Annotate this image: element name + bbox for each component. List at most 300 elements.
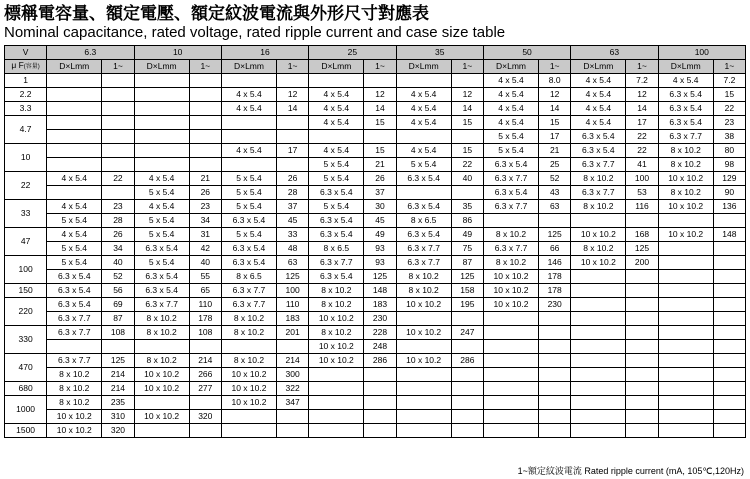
case-size-cell bbox=[396, 382, 451, 396]
case-size-cell bbox=[658, 214, 713, 228]
ripple-current-cell bbox=[451, 74, 483, 88]
case-size-cell: 4 x 5.4 bbox=[221, 102, 276, 116]
case-size-cell: 10 x 10.2 bbox=[309, 340, 364, 354]
case-size-cell: 6.3 x 7.7 bbox=[571, 186, 626, 200]
case-size-cell bbox=[658, 256, 713, 270]
case-size-cell: 4 x 5.4 bbox=[571, 116, 626, 130]
case-size-cell bbox=[483, 340, 538, 354]
ripple-current-cell: 40 bbox=[189, 256, 221, 270]
ripple-current-cell bbox=[102, 74, 134, 88]
case-size-cell: 8 x 10.2 bbox=[47, 382, 102, 396]
case-size-cell bbox=[47, 130, 102, 144]
case-size-cell: 8 x 10.2 bbox=[483, 228, 538, 242]
ripple-current-cell: 45 bbox=[277, 214, 309, 228]
case-size-cell bbox=[658, 354, 713, 368]
case-size-cell: 6.3 x 7.7 bbox=[483, 172, 538, 186]
case-size-cell: 8 x 10.2 bbox=[658, 186, 713, 200]
table-row bbox=[5, 368, 746, 382]
case-size-cell: 10 x 10.2 bbox=[221, 368, 276, 382]
case-size-cell bbox=[396, 130, 451, 144]
case-size-cell: 8 x 6.5 bbox=[309, 242, 364, 256]
case-size-cell bbox=[483, 368, 538, 382]
ripple-current-cell: 63 bbox=[277, 256, 309, 270]
case-size-cell bbox=[396, 410, 451, 424]
ripple-current-cell bbox=[102, 144, 134, 158]
table-body bbox=[5, 74, 746, 438]
case-size-cell bbox=[571, 312, 626, 326]
ripple-current-cell bbox=[189, 340, 221, 354]
table-row bbox=[5, 130, 746, 144]
case-size-cell bbox=[309, 368, 364, 382]
ripple-current-cell: 322 bbox=[277, 382, 309, 396]
ripple-current-cell: 12 bbox=[277, 88, 309, 102]
case-size-cell: 6.3 x 5.4 bbox=[134, 284, 189, 298]
table-row bbox=[5, 312, 746, 326]
ripple-current-cell bbox=[451, 340, 483, 354]
case-size-cell bbox=[134, 396, 189, 410]
ripple-current-cell: 22 bbox=[102, 172, 134, 186]
case-size-cell: 6.3 x 7.7 bbox=[221, 284, 276, 298]
ripple-current-cell: 17 bbox=[626, 116, 658, 130]
ripple-current-cell: 22 bbox=[451, 158, 483, 172]
case-size-cell bbox=[309, 410, 364, 424]
ripple-current-cell: 69 bbox=[102, 298, 134, 312]
ripple-current-cell: 266 bbox=[189, 368, 221, 382]
table-row bbox=[5, 214, 746, 228]
case-size-cell bbox=[571, 298, 626, 312]
ripple-current-cell: 15 bbox=[451, 144, 483, 158]
table-row bbox=[5, 228, 746, 242]
case-size-cell bbox=[571, 424, 626, 438]
header-voltage-50: 50 bbox=[483, 46, 570, 60]
ripple-current-cell: 214 bbox=[102, 382, 134, 396]
case-size-cell: 6.3 x 7.7 bbox=[483, 200, 538, 214]
ripple-current-cell: 168 bbox=[626, 228, 658, 242]
ripple-current-cell bbox=[277, 410, 309, 424]
table-row bbox=[5, 256, 746, 270]
case-size-cell: 8 x 10.2 bbox=[47, 368, 102, 382]
case-size-cell: 8 x 10.2 bbox=[571, 172, 626, 186]
case-size-cell: 4 x 5.4 bbox=[571, 74, 626, 88]
ripple-current-cell: 40 bbox=[451, 172, 483, 186]
case-size-cell: 10 x 10.2 bbox=[571, 228, 626, 242]
case-size-cell bbox=[47, 340, 102, 354]
ripple-current-cell: 125 bbox=[626, 242, 658, 256]
case-size-cell bbox=[396, 396, 451, 410]
case-size-cell: 6.3 x 7.7 bbox=[396, 242, 451, 256]
ripple-current-cell bbox=[626, 410, 658, 424]
ripple-current-cell: 148 bbox=[364, 284, 396, 298]
ripple-current-cell: 158 bbox=[451, 284, 483, 298]
ripple-current-cell bbox=[713, 396, 745, 410]
ripple-current-cell: 15 bbox=[713, 88, 745, 102]
case-size-cell: 10 x 10.2 bbox=[134, 368, 189, 382]
ripple-current-cell: 23 bbox=[713, 116, 745, 130]
case-size-cell: 4 x 5.4 bbox=[483, 102, 538, 116]
case-size-cell: 6.3 x 5.4 bbox=[658, 102, 713, 116]
ripple-current-cell: 65 bbox=[189, 284, 221, 298]
ripple-current-cell: 35 bbox=[451, 200, 483, 214]
capacitance-value: 47 bbox=[5, 228, 47, 256]
case-size-cell: 5 x 5.4 bbox=[47, 214, 102, 228]
case-size-cell: 4 x 5.4 bbox=[396, 116, 451, 130]
header-row-subcols bbox=[5, 60, 746, 74]
table-row bbox=[5, 382, 746, 396]
ripple-current-cell: 195 bbox=[451, 298, 483, 312]
case-size-cell: 6.3 x 5.4 bbox=[47, 284, 102, 298]
case-size-cell: 4 x 5.4 bbox=[483, 88, 538, 102]
capacitance-value: 10 bbox=[5, 144, 47, 172]
header-size-50: D×Lmm bbox=[483, 60, 538, 74]
ripple-current-cell: 63 bbox=[539, 200, 571, 214]
ripple-current-cell: 34 bbox=[102, 242, 134, 256]
ripple-current-cell: 214 bbox=[277, 354, 309, 368]
ripple-current-cell: 110 bbox=[277, 298, 309, 312]
case-size-cell: 10 x 10.2 bbox=[396, 298, 451, 312]
ripple-current-cell: 230 bbox=[364, 312, 396, 326]
case-size-cell: 5 x 5.4 bbox=[47, 242, 102, 256]
header-ripple-100: 1~ bbox=[713, 60, 745, 74]
case-size-cell: 6.3 x 5.4 bbox=[47, 298, 102, 312]
capacitance-value: 4.7 bbox=[5, 116, 47, 144]
case-size-cell bbox=[571, 396, 626, 410]
case-size-cell: 8 x 10.2 bbox=[221, 326, 276, 340]
ripple-current-cell bbox=[539, 368, 571, 382]
case-size-cell bbox=[396, 424, 451, 438]
case-size-cell bbox=[483, 354, 538, 368]
case-size-cell bbox=[658, 298, 713, 312]
case-size-cell bbox=[483, 382, 538, 396]
case-size-cell: 5 x 5.4 bbox=[134, 186, 189, 200]
ripple-current-cell bbox=[713, 256, 745, 270]
ripple-current-cell bbox=[451, 424, 483, 438]
case-size-cell bbox=[134, 116, 189, 130]
ripple-current-cell bbox=[539, 410, 571, 424]
table-row bbox=[5, 424, 746, 438]
case-size-cell bbox=[134, 88, 189, 102]
ripple-current-cell bbox=[626, 340, 658, 354]
ripple-current-cell bbox=[189, 424, 221, 438]
ripple-current-cell: 310 bbox=[102, 410, 134, 424]
ripple-current-cell: 183 bbox=[277, 312, 309, 326]
header-size-63: D×Lmm bbox=[571, 60, 626, 74]
ripple-current-cell: 48 bbox=[277, 242, 309, 256]
ripple-current-cell bbox=[713, 242, 745, 256]
ripple-current-cell: 248 bbox=[364, 340, 396, 354]
ripple-current-cell: 201 bbox=[277, 326, 309, 340]
case-size-cell: 5 x 5.4 bbox=[221, 172, 276, 186]
ripple-current-cell: 25 bbox=[539, 158, 571, 172]
case-size-cell bbox=[221, 340, 276, 354]
ripple-current-cell bbox=[189, 102, 221, 116]
ripple-current-cell bbox=[713, 354, 745, 368]
capacitance-value: 1500 bbox=[5, 424, 47, 438]
ripple-current-cell bbox=[626, 284, 658, 298]
ripple-current-cell: 108 bbox=[102, 326, 134, 340]
case-size-cell bbox=[309, 382, 364, 396]
capacitance-value: 680 bbox=[5, 382, 47, 396]
case-size-cell bbox=[47, 74, 102, 88]
ripple-current-cell bbox=[713, 382, 745, 396]
case-size-cell: 4 x 5.4 bbox=[47, 200, 102, 214]
ripple-current-cell bbox=[277, 116, 309, 130]
case-size-cell bbox=[658, 284, 713, 298]
ripple-current-cell bbox=[364, 74, 396, 88]
case-size-cell: 6.3 x 7.7 bbox=[47, 326, 102, 340]
ripple-current-cell: 7.2 bbox=[713, 74, 745, 88]
case-size-cell bbox=[309, 424, 364, 438]
case-size-cell bbox=[221, 410, 276, 424]
case-size-cell: 10 x 10.2 bbox=[571, 256, 626, 270]
ripple-current-cell: 7.2 bbox=[626, 74, 658, 88]
case-size-cell: 6.3 x 5.4 bbox=[221, 242, 276, 256]
case-size-cell: 6.3 x 5.4 bbox=[658, 88, 713, 102]
case-size-cell bbox=[47, 158, 102, 172]
ripple-current-cell bbox=[102, 186, 134, 200]
ripple-current-cell: 93 bbox=[364, 242, 396, 256]
header-size-25: D×Lmm bbox=[309, 60, 364, 74]
ripple-current-cell: 15 bbox=[364, 144, 396, 158]
case-size-cell: 5 x 5.4 bbox=[221, 228, 276, 242]
case-size-cell: 5 x 5.4 bbox=[134, 256, 189, 270]
case-size-cell: 8 x 10.2 bbox=[396, 284, 451, 298]
case-size-cell: 5 x 5.4 bbox=[221, 186, 276, 200]
case-size-cell: 8 x 10.2 bbox=[221, 354, 276, 368]
case-size-cell: 8 x 10.2 bbox=[571, 242, 626, 256]
ripple-current-cell bbox=[102, 102, 134, 116]
case-size-cell bbox=[658, 410, 713, 424]
case-size-cell: 5 x 5.4 bbox=[309, 172, 364, 186]
ripple-current-cell bbox=[189, 74, 221, 88]
header-voltage-63: 63 bbox=[571, 46, 658, 60]
ripple-current-cell bbox=[713, 424, 745, 438]
case-size-cell bbox=[571, 410, 626, 424]
header-size-35: D×Lmm bbox=[396, 60, 451, 74]
case-size-cell: 10 x 10.2 bbox=[483, 270, 538, 284]
ripple-current-cell: 21 bbox=[539, 144, 571, 158]
ripple-current-cell: 12 bbox=[451, 88, 483, 102]
case-size-cell bbox=[221, 158, 276, 172]
case-size-cell: 5 x 5.4 bbox=[221, 200, 276, 214]
table-header bbox=[5, 46, 746, 74]
case-size-cell: 10 x 10.2 bbox=[396, 326, 451, 340]
ripple-current-cell: 37 bbox=[364, 186, 396, 200]
case-size-cell: 6.3 x 5.4 bbox=[134, 242, 189, 256]
case-size-cell bbox=[47, 88, 102, 102]
ripple-current-cell: 230 bbox=[539, 298, 571, 312]
case-size-cell: 6.3 x 7.7 bbox=[483, 242, 538, 256]
case-size-cell: 8 x 10.2 bbox=[221, 312, 276, 326]
case-size-cell bbox=[47, 186, 102, 200]
case-size-cell: 5 x 5.4 bbox=[483, 130, 538, 144]
ripple-current-cell: 38 bbox=[713, 130, 745, 144]
ripple-current-cell: 66 bbox=[539, 242, 571, 256]
case-size-cell bbox=[396, 368, 451, 382]
ripple-current-cell: 235 bbox=[102, 396, 134, 410]
case-size-cell: 10 x 10.2 bbox=[309, 354, 364, 368]
case-size-cell: 10 x 10.2 bbox=[47, 410, 102, 424]
ripple-current-cell bbox=[451, 396, 483, 410]
case-size-cell bbox=[221, 424, 276, 438]
table-row bbox=[5, 74, 746, 88]
ripple-current-cell: 125 bbox=[451, 270, 483, 284]
ripple-current-cell: 21 bbox=[189, 172, 221, 186]
case-size-cell: 6.3 x 7.7 bbox=[658, 130, 713, 144]
header-voltage-16: 16 bbox=[221, 46, 308, 60]
ripple-current-cell bbox=[451, 186, 483, 200]
case-size-cell: 6.3 x 5.4 bbox=[658, 116, 713, 130]
ripple-current-cell bbox=[539, 340, 571, 354]
case-size-cell: 8 x 10.2 bbox=[309, 298, 364, 312]
capacitance-value: 470 bbox=[5, 354, 47, 382]
case-size-cell: 6.3 x 7.7 bbox=[221, 298, 276, 312]
case-size-cell: 10 x 10.2 bbox=[396, 354, 451, 368]
ripple-current-cell: 100 bbox=[277, 284, 309, 298]
ripple-current-cell: 22 bbox=[713, 102, 745, 116]
ripple-current-cell: 110 bbox=[189, 298, 221, 312]
case-size-cell bbox=[571, 214, 626, 228]
ripple-current-cell bbox=[277, 158, 309, 172]
case-size-cell: 8 x 6.5 bbox=[396, 214, 451, 228]
ripple-current-cell: 90 bbox=[713, 186, 745, 200]
header-size-6.3: D×Lmm bbox=[47, 60, 102, 74]
ripple-current-cell bbox=[626, 354, 658, 368]
ripple-current-cell: 17 bbox=[277, 144, 309, 158]
ripple-current-cell: 87 bbox=[451, 256, 483, 270]
ripple-current-cell: 75 bbox=[451, 242, 483, 256]
ripple-current-cell bbox=[277, 424, 309, 438]
ripple-current-cell bbox=[102, 158, 134, 172]
case-size-cell: 10 x 10.2 bbox=[221, 382, 276, 396]
case-size-cell bbox=[309, 74, 364, 88]
table-row bbox=[5, 410, 746, 424]
ripple-current-cell: 15 bbox=[539, 116, 571, 130]
case-size-cell: 6.3 x 7.7 bbox=[47, 354, 102, 368]
ripple-current-cell: 125 bbox=[102, 354, 134, 368]
ripple-current-cell bbox=[364, 410, 396, 424]
table-row bbox=[5, 298, 746, 312]
ripple-current-cell bbox=[189, 116, 221, 130]
case-size-cell: 6.3 x 5.4 bbox=[571, 144, 626, 158]
table-row bbox=[5, 116, 746, 130]
header-voltage-100: 100 bbox=[658, 46, 745, 60]
ripple-current-cell: 347 bbox=[277, 396, 309, 410]
capacitance-value: 1 bbox=[5, 74, 47, 88]
header-voltage-6.3: 6.3 bbox=[47, 46, 134, 60]
case-size-cell bbox=[134, 144, 189, 158]
case-size-cell: 5 x 5.4 bbox=[309, 158, 364, 172]
ripple-current-cell: 14 bbox=[539, 102, 571, 116]
case-size-cell bbox=[658, 368, 713, 382]
case-size-cell: 4 x 5.4 bbox=[396, 88, 451, 102]
capacitance-value: 150 bbox=[5, 284, 47, 298]
ripple-current-cell bbox=[102, 88, 134, 102]
case-size-cell: 4 x 5.4 bbox=[571, 88, 626, 102]
capacitance-value: 2.2 bbox=[5, 88, 47, 102]
ripple-current-cell: 15 bbox=[364, 116, 396, 130]
case-size-cell bbox=[309, 130, 364, 144]
ripple-current-cell: 129 bbox=[713, 172, 745, 186]
ripple-current-cell bbox=[713, 368, 745, 382]
page-title-en: Nominal capacitance, rated voltage, rated ripple current and case size table bbox=[4, 24, 506, 41]
case-size-cell: 8 x 10.2 bbox=[658, 158, 713, 172]
ripple-current-cell: 22 bbox=[626, 144, 658, 158]
case-size-cell bbox=[483, 214, 538, 228]
ripple-current-cell: 33 bbox=[277, 228, 309, 242]
ripple-current-cell bbox=[189, 144, 221, 158]
ripple-current-cell bbox=[451, 130, 483, 144]
ripple-current-cell: 80 bbox=[713, 144, 745, 158]
case-size-cell: 4 x 5.4 bbox=[134, 200, 189, 214]
ripple-current-cell bbox=[626, 326, 658, 340]
case-size-cell bbox=[571, 284, 626, 298]
ripple-current-cell bbox=[189, 130, 221, 144]
case-size-cell: 4 x 5.4 bbox=[221, 144, 276, 158]
ripple-current-cell: 22 bbox=[626, 130, 658, 144]
ripple-current-cell: 125 bbox=[364, 270, 396, 284]
ripple-current-cell: 93 bbox=[364, 256, 396, 270]
case-size-cell: 4 x 5.4 bbox=[221, 88, 276, 102]
ripple-current-cell: 87 bbox=[102, 312, 134, 326]
ripple-current-cell bbox=[451, 410, 483, 424]
header-ripple-25: 1~ bbox=[364, 60, 396, 74]
case-size-cell: 10 x 10.2 bbox=[134, 382, 189, 396]
ripple-current-cell bbox=[102, 340, 134, 354]
case-size-cell: 8 x 10.2 bbox=[658, 144, 713, 158]
ripple-current-cell bbox=[626, 368, 658, 382]
case-size-cell bbox=[221, 116, 276, 130]
case-size-cell bbox=[47, 144, 102, 158]
header-uf-label bbox=[5, 60, 47, 74]
table-row bbox=[5, 326, 746, 340]
header-ripple-35: 1~ bbox=[451, 60, 483, 74]
table-row bbox=[5, 242, 746, 256]
case-size-cell bbox=[483, 326, 538, 340]
case-size-cell: 6.3 x 5.4 bbox=[483, 186, 538, 200]
ripple-current-cell: 98 bbox=[713, 158, 745, 172]
case-size-cell bbox=[658, 242, 713, 256]
ripple-current-cell: 320 bbox=[189, 410, 221, 424]
ripple-current-cell: 26 bbox=[102, 228, 134, 242]
ripple-current-cell: 56 bbox=[102, 284, 134, 298]
case-size-cell bbox=[134, 424, 189, 438]
header-ripple-50: 1~ bbox=[539, 60, 571, 74]
case-size-cell: 4 x 5.4 bbox=[483, 74, 538, 88]
case-size-cell: 5 x 5.4 bbox=[47, 256, 102, 270]
ripple-current-cell: 15 bbox=[451, 116, 483, 130]
ripple-current-cell: 178 bbox=[539, 270, 571, 284]
ripple-current-cell bbox=[102, 130, 134, 144]
case-size-cell bbox=[221, 74, 276, 88]
case-size-cell bbox=[309, 396, 364, 410]
ripple-current-cell: 52 bbox=[539, 172, 571, 186]
ripple-current-cell: 247 bbox=[451, 326, 483, 340]
ripple-current-cell: 45 bbox=[364, 214, 396, 228]
ripple-current-cell: 41 bbox=[626, 158, 658, 172]
uf-sub-text: (容量) bbox=[23, 64, 40, 70]
ripple-current-cell: 28 bbox=[102, 214, 134, 228]
ripple-current-cell bbox=[626, 298, 658, 312]
case-size-cell: 6.3 x 5.4 bbox=[396, 172, 451, 186]
case-size-cell: 6.3 x 7.7 bbox=[571, 158, 626, 172]
ripple-current-cell bbox=[626, 382, 658, 396]
case-size-cell bbox=[658, 424, 713, 438]
ripple-current-cell: 8.0 bbox=[539, 74, 571, 88]
ripple-current-cell: 12 bbox=[364, 88, 396, 102]
capacitance-value: 22 bbox=[5, 172, 47, 200]
ripple-current-cell bbox=[539, 312, 571, 326]
header-ripple-63: 1~ bbox=[626, 60, 658, 74]
